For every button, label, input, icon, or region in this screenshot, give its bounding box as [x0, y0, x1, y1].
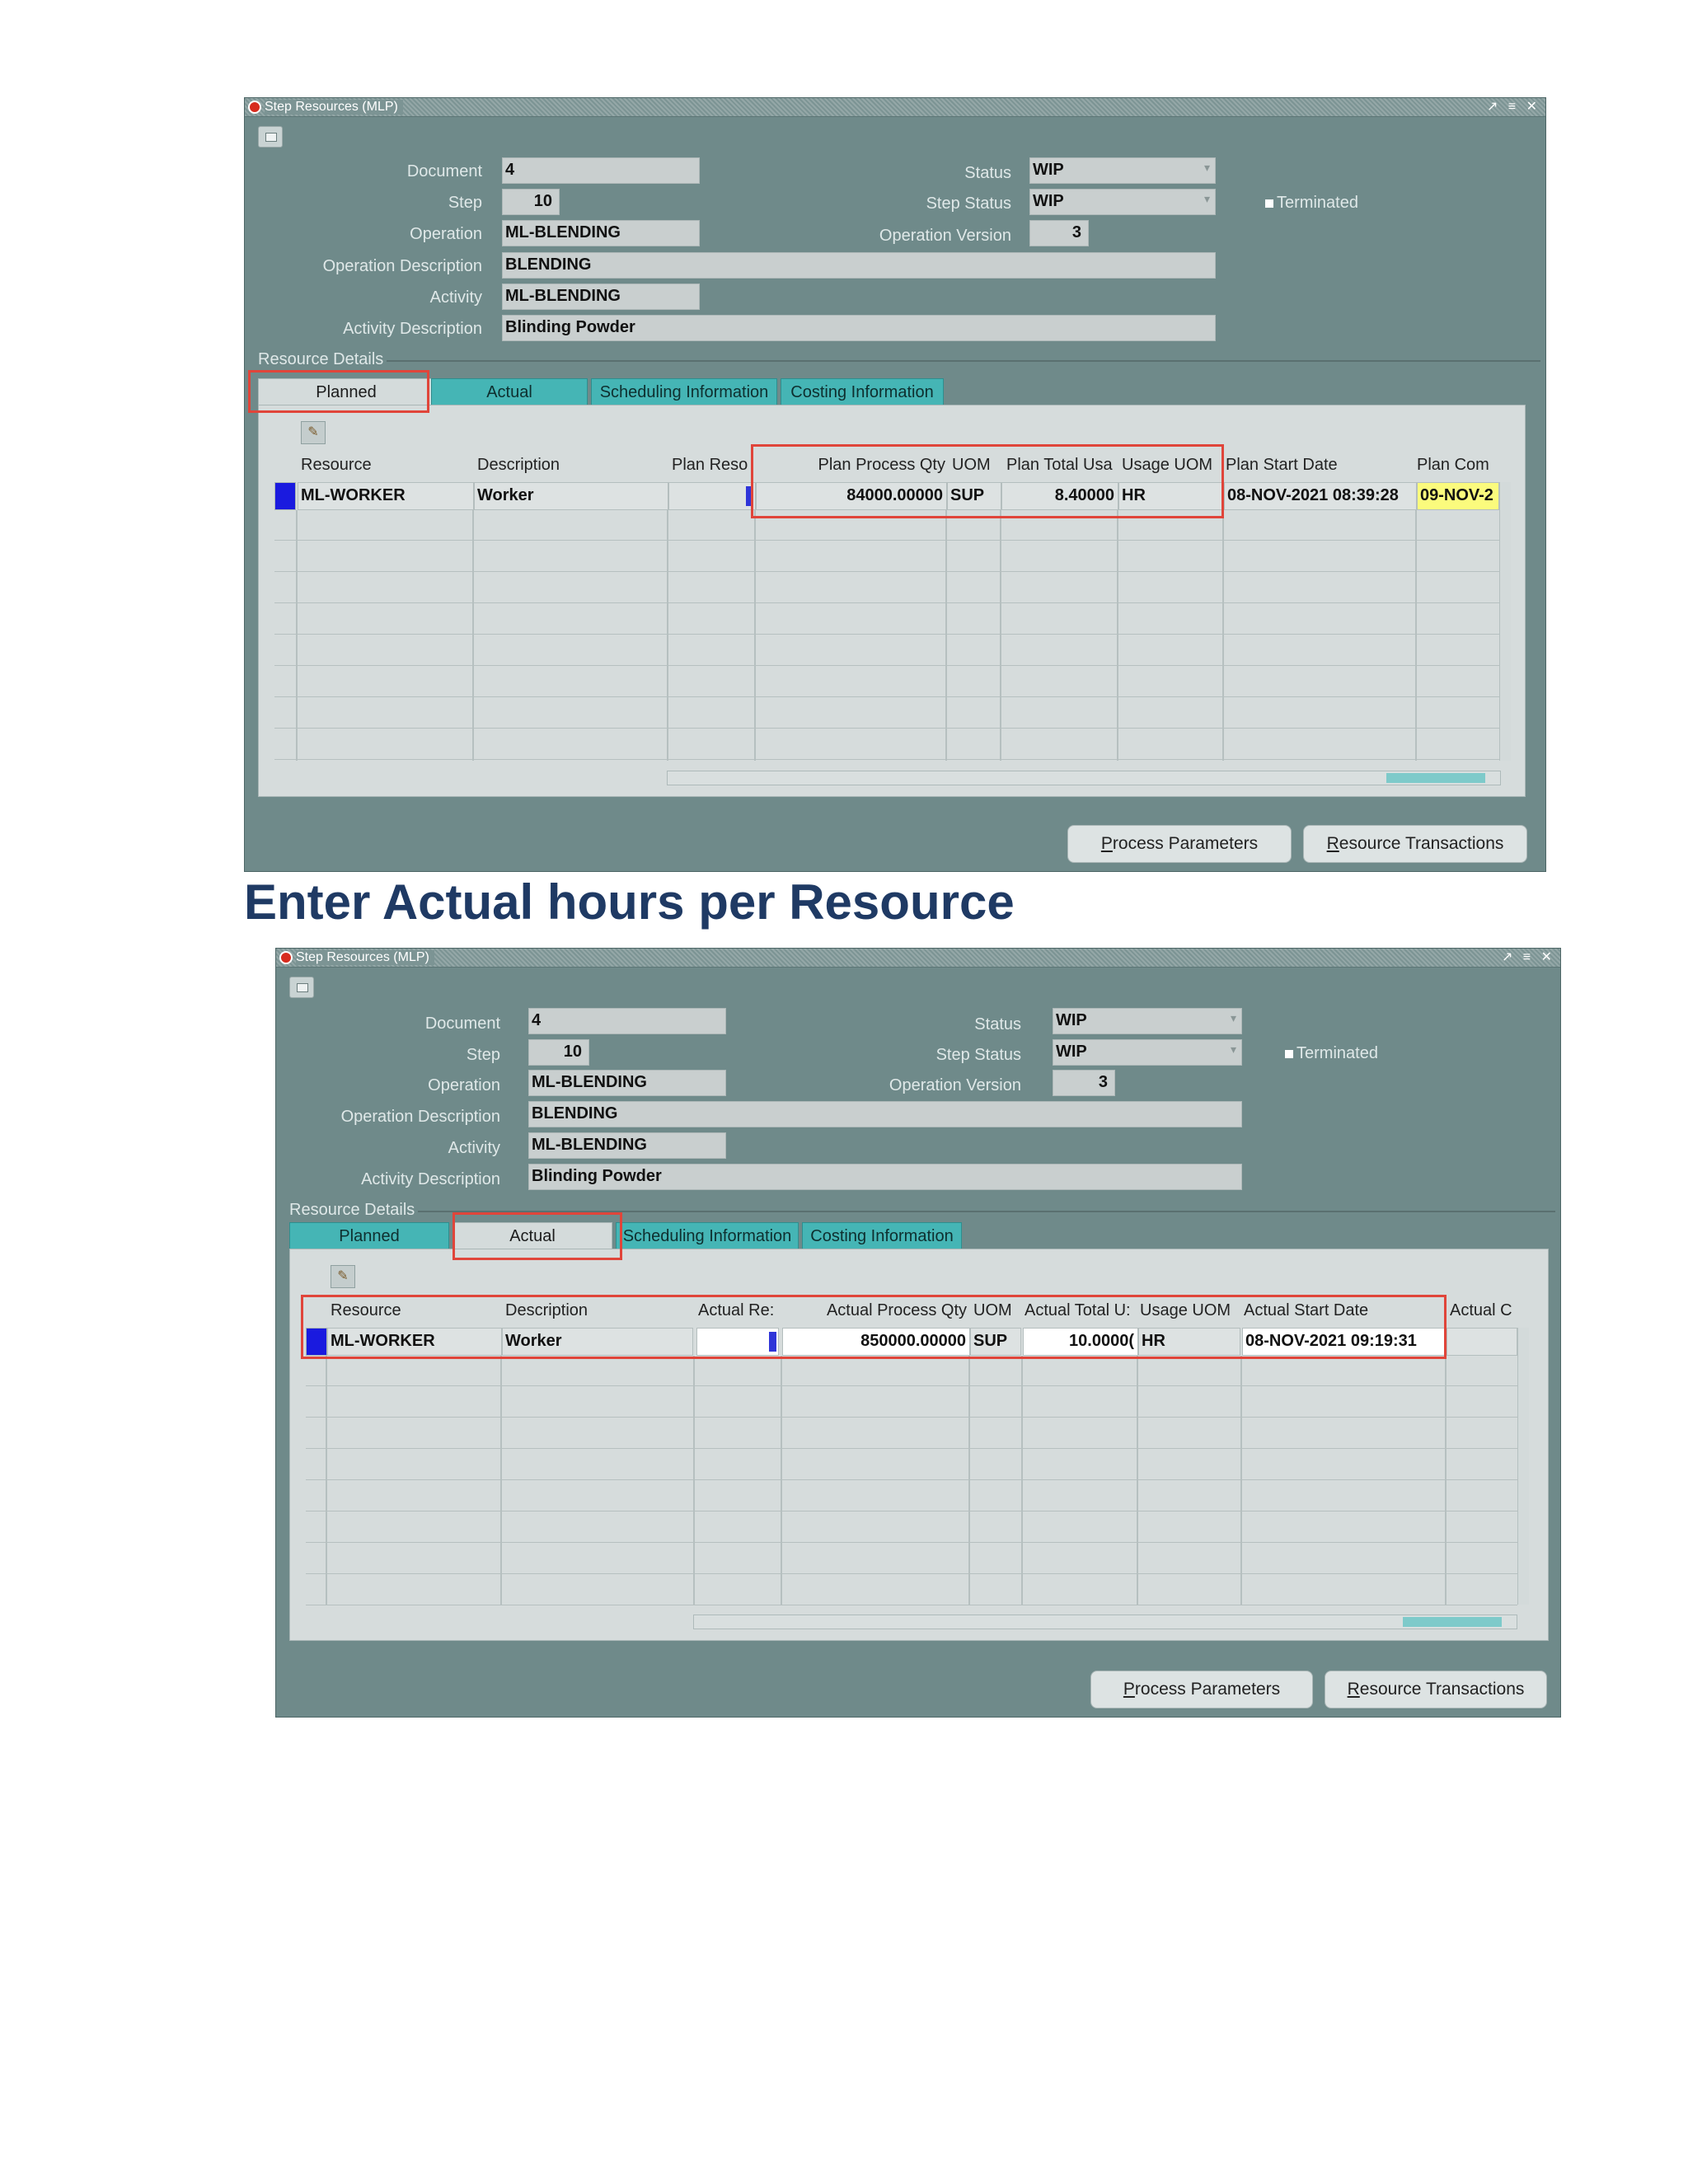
empty-grid-row	[274, 667, 1499, 697]
header-actual-start-date: Actual Start Date	[1244, 1301, 1369, 1319]
window-title: Step Resources (MLP)	[296, 950, 434, 965]
empty-grid-row	[274, 729, 1499, 760]
process-parameters-button[interactable]	[1067, 825, 1292, 863]
vertical-scrollbar[interactable]	[1517, 1328, 1529, 1605]
operation-field[interactable]: ML-BLENDING	[502, 220, 700, 246]
grid-column-line	[693, 1356, 695, 1605]
cell-description[interactable]: Worker	[502, 1328, 693, 1356]
empty-grid-row	[274, 698, 1499, 729]
cell-uom[interactable]: SUP	[947, 482, 1001, 510]
window-control-icons[interactable]: ↗ ≡ ✕	[1486, 100, 1540, 114]
horizontal-scrollbar[interactable]	[667, 771, 1501, 785]
section-heading: Enter Actual hours per Resource	[244, 874, 1015, 930]
operation-description-field[interactable]: BLENDING	[502, 252, 1216, 279]
step-resources-window-planned	[244, 97, 1546, 872]
cell-uom[interactable]: SUP	[970, 1328, 1021, 1356]
operation-description-label: Operation Description	[322, 257, 482, 275]
cell-plan-start-date[interactable]: 08-NOV-2021 08:39:28	[1224, 482, 1417, 510]
operation-label: Operation	[428, 1076, 500, 1094]
button-label: rocess Parameters	[1134, 1680, 1281, 1699]
activity-label: Activity	[448, 1139, 500, 1157]
document-field[interactable]: 4	[502, 157, 700, 184]
tab-actual[interactable]: Actual	[431, 378, 588, 406]
terminated-label: Terminated	[1296, 1044, 1378, 1062]
button-label: esource Transactions	[1359, 1680, 1525, 1699]
grid-column-line	[326, 1356, 327, 1605]
header-resource: Resource	[331, 1301, 401, 1319]
operation-field[interactable]: ML-BLENDING	[528, 1070, 726, 1096]
step-status-select[interactable]: WIP ▾	[1029, 189, 1216, 215]
status-label: Status	[974, 1015, 1021, 1033]
cell-actual-completion-date[interactable]	[1447, 1328, 1517, 1356]
scrollbar-thumb[interactable]	[1386, 773, 1485, 783]
scrollbar-thumb[interactable]	[1403, 1617, 1502, 1627]
empty-grid-row	[306, 1544, 1517, 1574]
header-uom: UOM	[952, 456, 991, 474]
terminated-checkbox[interactable]	[1285, 1044, 1378, 1063]
tab-planned[interactable]: Planned	[289, 1222, 449, 1250]
step-status-label: Step Status	[935, 1046, 1021, 1064]
step-label: Step	[466, 1046, 500, 1064]
header-plan-resource-count: Plan Reso	[672, 456, 748, 474]
document-field[interactable]: 4	[528, 1008, 726, 1034]
terminated-checkbox[interactable]	[1265, 194, 1358, 213]
document-label: Document	[406, 162, 482, 180]
empty-grid-row	[306, 1356, 1517, 1386]
cell-usage-uom[interactable]: HR	[1118, 482, 1224, 510]
horizontal-scrollbar[interactable]	[693, 1615, 1517, 1629]
grid-column-line	[500, 1356, 502, 1605]
empty-grid-row	[274, 541, 1499, 572]
operation-description-label: Operation Description	[340, 1108, 500, 1126]
resource-transactions-button[interactable]	[1303, 825, 1527, 863]
header-resource: Resource	[301, 456, 372, 474]
mnemonic-letter: P	[1100, 834, 1113, 853]
empty-grid-row	[274, 604, 1499, 635]
empty-grid-row	[274, 635, 1499, 666]
window-control-icons[interactable]: ↗ ≡ ✕	[1501, 950, 1555, 964]
checkbox-icon	[1265, 199, 1273, 208]
window-title: Step Resources (MLP)	[265, 100, 403, 115]
oracle-icon	[279, 951, 293, 964]
grid-column-line	[968, 1356, 970, 1605]
grid-column-line	[754, 510, 756, 761]
oracle-icon	[248, 101, 261, 114]
tab-costing[interactable]: Costing Information	[781, 378, 944, 406]
header-description: Description	[505, 1301, 588, 1319]
header-plan-completion-date: Plan Com	[1417, 456, 1489, 474]
operation-label: Operation	[410, 225, 482, 243]
cell-description[interactable]: Worker	[474, 482, 668, 510]
grid-column-line	[667, 510, 668, 761]
empty-grid-row	[306, 1481, 1517, 1511]
activity-description-label: Activity Description	[361, 1170, 500, 1188]
empty-grid-row	[274, 510, 1499, 541]
operation-version-field[interactable]: 3	[1029, 220, 1089, 246]
activity-field[interactable]: ML-BLENDING	[502, 284, 700, 310]
step-resources-window-actual	[275, 948, 1561, 1718]
grid-column-line	[1000, 510, 1001, 761]
tab-costing[interactable]: Costing Information	[802, 1222, 962, 1250]
activity-description-label: Activity Description	[343, 320, 482, 338]
operation-description-field[interactable]: BLENDING	[528, 1101, 1242, 1127]
header-actual-resource-count: Actual Re:	[698, 1301, 775, 1319]
tab-actual[interactable]: Actual	[452, 1222, 612, 1250]
header-actual-process-qty: Actual Process Qty	[826, 1301, 967, 1319]
status-label: Status	[964, 164, 1011, 182]
empty-grid-row	[306, 1512, 1517, 1543]
grid-column-line	[1415, 510, 1417, 761]
process-parameters-button[interactable]	[1090, 1671, 1313, 1708]
operation-version-label: Operation Version	[879, 227, 1011, 245]
section-divider	[387, 360, 1540, 362]
cell-resource[interactable]: ML-WORKER	[298, 482, 474, 510]
window-titlebar	[276, 949, 1560, 968]
mnemonic-letter: R	[1347, 1680, 1360, 1699]
resource-details-label: Resource Details	[258, 350, 384, 368]
activity-description-field[interactable]: Blinding Powder	[528, 1164, 1242, 1190]
button-label: esource Transactions	[1339, 834, 1504, 853]
empty-grid-row	[274, 573, 1499, 603]
mnemonic-letter: P	[1123, 1680, 1135, 1699]
header-actual-total-usage: Actual Total U:	[1025, 1301, 1131, 1319]
row-indicator-current[interactable]	[306, 1328, 327, 1356]
button-label: rocess Parameters	[1112, 834, 1259, 853]
activity-description-field[interactable]: Blinding Powder	[502, 315, 1216, 341]
empty-grid-row	[306, 1387, 1517, 1418]
grid-column-line	[1222, 510, 1224, 761]
grid-column-line	[1445, 1356, 1447, 1605]
tab-scheduling[interactable]: Scheduling Information	[591, 378, 777, 406]
cell-plan-total-usage[interactable]: 8.40000	[1001, 482, 1118, 510]
header-usage-uom: Usage UOM	[1122, 456, 1213, 474]
cell-plan-process-qty[interactable]: 84000.00000	[756, 482, 947, 510]
empty-grid-row	[306, 1450, 1517, 1480]
row-indicator-current[interactable]	[274, 482, 296, 510]
checkbox-icon	[1285, 1050, 1293, 1058]
activity-label: Activity	[429, 288, 482, 307]
cell-actual-process-qty[interactable]: 850000.00000	[782, 1328, 970, 1356]
status-select[interactable]: WIP ▾	[1029, 157, 1216, 184]
step-status-label: Step Status	[926, 194, 1011, 213]
cell-resource[interactable]: ML-WORKER	[327, 1328, 502, 1356]
cell-usage-uom[interactable]: HR	[1138, 1328, 1240, 1356]
step-status-select[interactable]: WIP ▾	[1053, 1039, 1242, 1066]
mnemonic-letter: R	[1326, 834, 1339, 853]
section-divider	[418, 1211, 1555, 1212]
grid-column-line	[1021, 1356, 1023, 1605]
grid-column-line	[1240, 1356, 1242, 1605]
cell-actual-total-usage[interactable]: 10.0000(	[1023, 1328, 1138, 1356]
header-plan-process-qty: Plan Process Qty	[818, 456, 945, 474]
grid-column-line	[472, 510, 474, 761]
grid-column-line	[1117, 510, 1118, 761]
header-uom: UOM	[973, 1301, 1012, 1319]
vertical-scrollbar[interactable]	[1499, 482, 1511, 761]
cell-actual-resource-count[interactable]	[696, 1328, 779, 1356]
grid-column-line	[781, 1356, 782, 1605]
empty-grid-row	[306, 1575, 1517, 1605]
cell-plan-resource-count[interactable]	[668, 482, 756, 510]
window-titlebar	[245, 98, 1545, 117]
operation-version-field[interactable]: 3	[1053, 1070, 1115, 1096]
cell-actual-start-date[interactable]: 08-NOV-2021 09:19:31	[1242, 1328, 1445, 1356]
tab-planned[interactable]: Planned	[258, 378, 434, 406]
resource-details-label: Resource Details	[289, 1201, 415, 1219]
activity-field[interactable]: ML-BLENDING	[528, 1132, 726, 1159]
step-field[interactable]: 10	[528, 1039, 589, 1066]
step-label: Step	[448, 194, 482, 212]
attachment-icon[interactable]: ✎	[301, 421, 326, 444]
terminated-label: Terminated	[1277, 194, 1358, 212]
header-plan-start-date: Plan Start Date	[1226, 456, 1338, 474]
header-actual-completion-date: Actual C	[1450, 1301, 1512, 1319]
step-field[interactable]: 10	[502, 189, 560, 215]
toolbar-icon[interactable]	[289, 977, 314, 998]
grid-column-line	[1137, 1356, 1138, 1605]
header-plan-total-usage: Plan Total Usa	[1006, 456, 1113, 474]
attachment-icon[interactable]: ✎	[331, 1265, 355, 1288]
empty-grid-row	[306, 1418, 1517, 1449]
header-description: Description	[477, 456, 560, 474]
tab-scheduling[interactable]: Scheduling Information	[616, 1222, 799, 1250]
document-label: Document	[424, 1015, 500, 1033]
header-usage-uom: Usage UOM	[1140, 1301, 1231, 1319]
status-select[interactable]: WIP ▾	[1053, 1008, 1242, 1034]
grid-column-line	[296, 510, 298, 761]
cell-plan-completion-date[interactable]: 09-NOV-2	[1417, 482, 1499, 510]
grid-column-line	[945, 510, 947, 761]
toolbar-icon[interactable]	[258, 126, 283, 148]
resource-transactions-button[interactable]	[1325, 1671, 1547, 1708]
operation-version-label: Operation Version	[889, 1076, 1021, 1094]
